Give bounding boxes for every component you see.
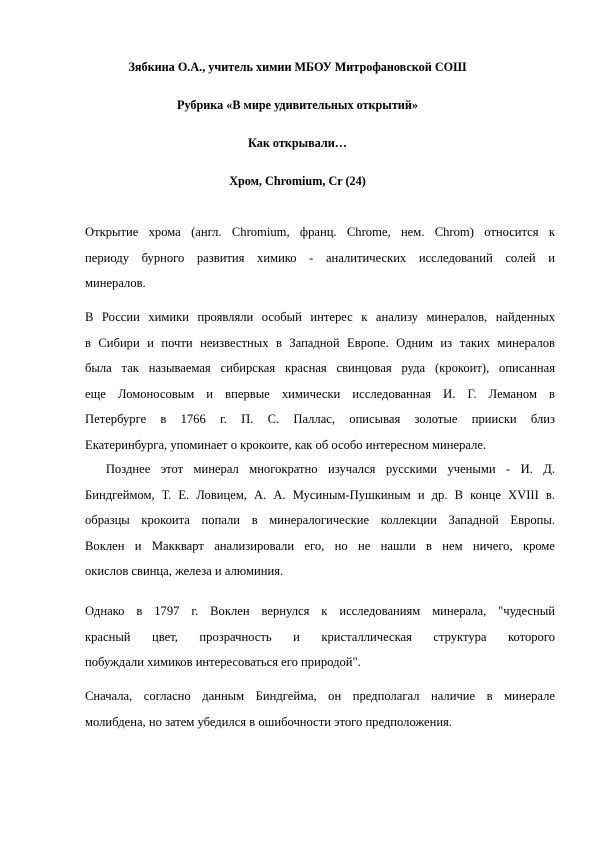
paragraph-line: Петербурге в 1766 г. П. С. Паллас, описывая золотые прииски близ (85, 412, 555, 426)
paragraph-line: молибдена, но затем убедился в ошибочности этого предположения. (85, 714, 452, 729)
paragraph-line: Открытие хрома (англ. Chromium, франц. Chrome, нем. Chrom) относится к (85, 225, 555, 239)
paragraph-line: в Сибири и почти неизвестных в Западной Европе. Одним из таких минералов (85, 335, 555, 350)
paragraph-line: Однако в 1797 г. Воклен вернулся к исследованиям минерала, "чудесный (85, 604, 555, 618)
author-line: Зябкина О.А., учитель химии МБОУ Митрофановской СОШ (128, 60, 467, 74)
rubric-line: Рубрика «В мире удивительных открытий» (177, 98, 418, 112)
series-title: Как открывали… (248, 136, 347, 150)
paragraph-line: окислов свинца, железа и алюминия. (85, 564, 284, 578)
paragraph-5 (85, 684, 555, 735)
paragraph-line: периоду бурного развития химико - аналитических исследований солей и (85, 250, 555, 265)
paragraph-line: Екатеринбурга, упоминает о крокоите, как об особо интересном минерале. (85, 437, 487, 452)
paragraph-line: образцы крокоита попали в минералогические коллекции Западной Европы. (85, 513, 555, 527)
paragraph-line: Биндгеймом, Т. Е. Ловицем, А. А. Мусиным-Пушкиным и др. В конце XVIII в. (85, 487, 555, 502)
paragraph-line: минералов. (85, 276, 146, 290)
paragraph-3 (85, 457, 555, 585)
paragraph-line: В России химики проявляли особый интерес к анализу минералов, найденных (85, 310, 555, 324)
paragraph-line: еще Ломоносовым и впервые химически исследованная И. Г. Леманом в (85, 386, 555, 401)
paragraph-2 (85, 305, 555, 458)
paragraph-line: Воклен и Маккварт анализировали его, но не нашли в нем ничего, кроме (85, 538, 555, 553)
paragraph-line: побуждали химиков интересоваться его природой". (85, 655, 361, 669)
paragraph-line: была так называемая сибирская красная свинцовая руда (крокоит), описанная (85, 361, 555, 375)
paragraph-line: красный цвет, прозрачность и кристаллическая структура которого (85, 629, 555, 644)
paragraph-4 (85, 599, 555, 676)
paragraph-line: Сначала, согласно данным Биндгейма, он предполагал наличие в минерале (85, 689, 555, 703)
paragraph-1 (85, 220, 555, 297)
element-title: Хром, Chromium, Cr (24) (229, 174, 366, 188)
paragraph-line: Позднее этот минерал многократно изучался русскими учеными - И. Д. (85, 462, 555, 476)
